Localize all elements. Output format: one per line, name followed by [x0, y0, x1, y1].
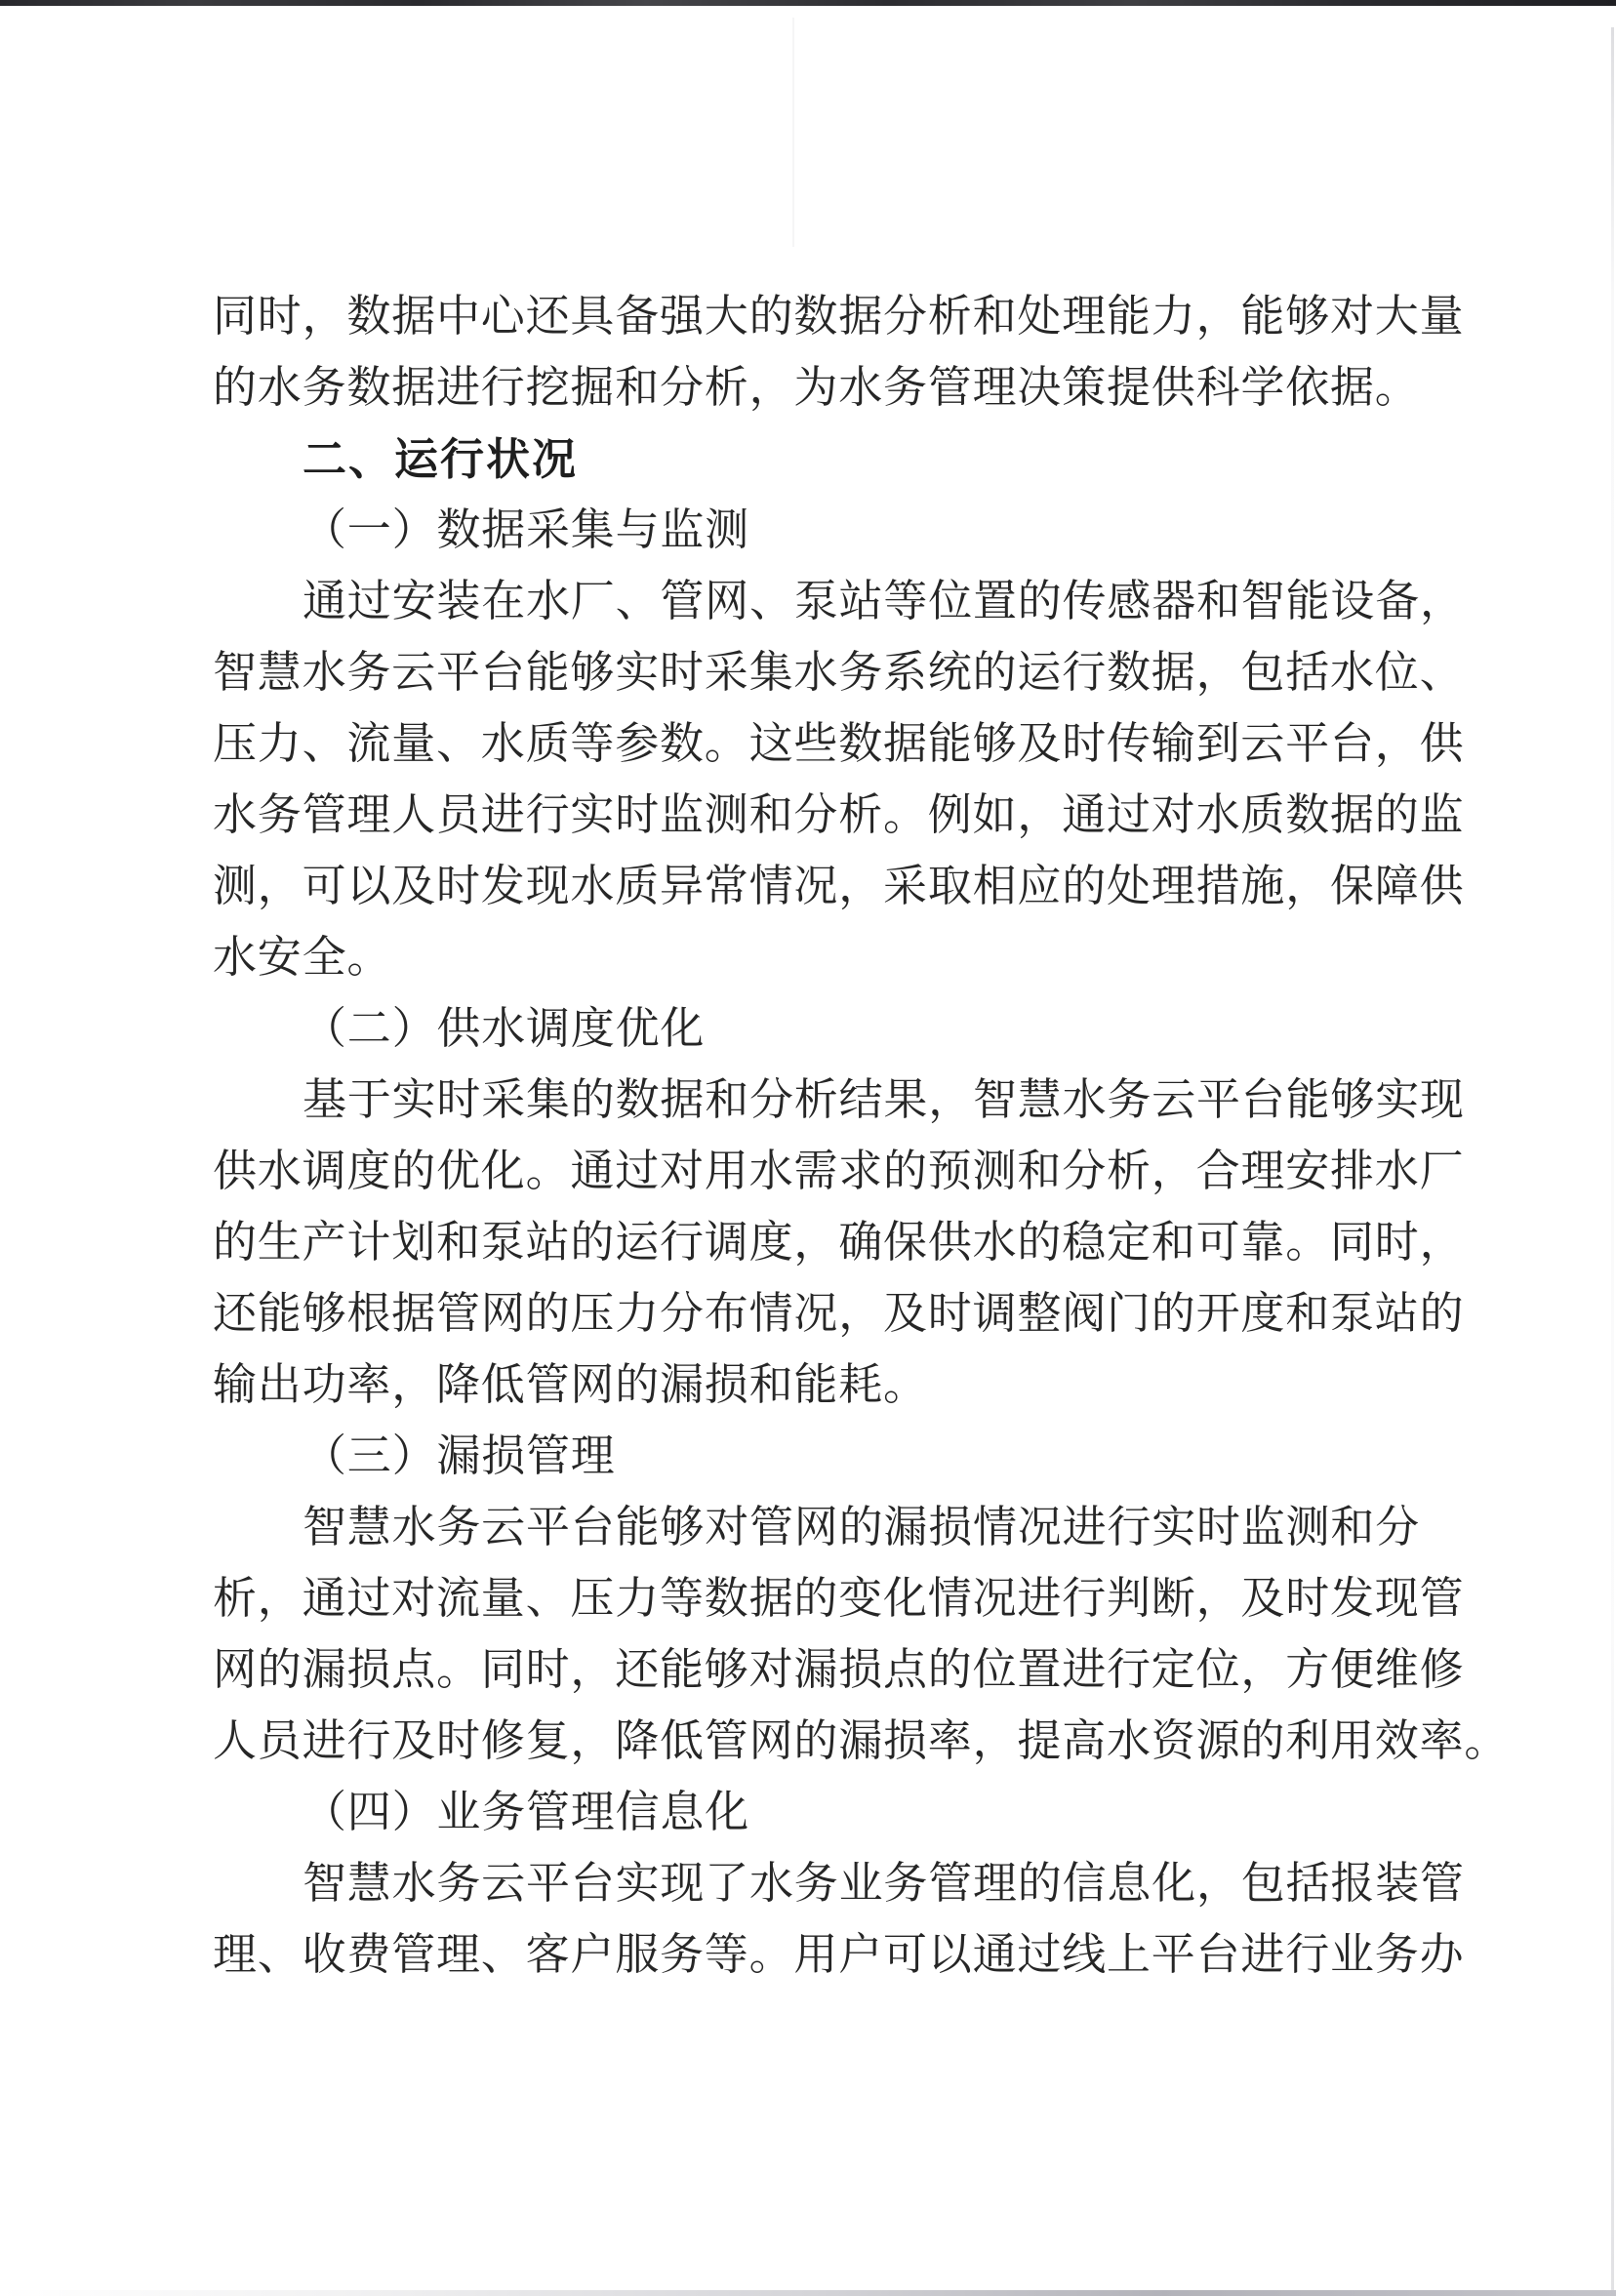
paragraph — [213, 1492, 1510, 1777]
paragraph — [213, 566, 1491, 993]
text-line: 测，可以及时发现水质异常情况，采取相应的处理措施，保障供 — [213, 862, 1465, 910]
text-line: 智慧水务云平台实现了水务业务管理的信息化，包括报装管 — [303, 1859, 1465, 1908]
sub-heading — [213, 1777, 1491, 1848]
scan-right-edge-shadow — [1611, 27, 1614, 2290]
text-line: 供水调度的优化。通过对用水需求的预测和分析，合理安排水厂 — [213, 1147, 1465, 1195]
text-line: 通过安装在水厂、管网、泵站等位置的传感器和智能设备， — [303, 577, 1465, 625]
paragraph — [213, 281, 1491, 423]
text-line: 水安全。 — [213, 933, 392, 982]
document-body — [213, 281, 1510, 1991]
text-line: 二、运行状况 — [303, 433, 579, 485]
text-line: 水务管理人员进行实时监测和分析。例如，通过对水质数据的监 — [213, 790, 1465, 839]
scan-crease-artifact — [792, 18, 794, 247]
text-line: 的生产计划和泵站的运行调度，确保供水的稳定和可靠。同时， — [213, 1218, 1465, 1267]
sub-heading — [213, 1421, 1491, 1492]
paragraph — [213, 1065, 1491, 1421]
scan-top-edge-shadow — [0, 0, 1616, 6]
text-line: 输出功率，降低管网的漏损和能耗。 — [213, 1360, 928, 1409]
text-line: 还能够根据管网的压力分布情况，及时调整阀门的开度和泵站的 — [213, 1289, 1465, 1338]
text-line: 智慧水务云平台能够对管网的漏损情况进行实时监测和分 — [303, 1503, 1421, 1551]
text-line: （一）数据采集与监测 — [303, 505, 750, 554]
text-line: （四）业务管理信息化 — [303, 1788, 750, 1836]
text-line: 理、收费管理、客户服务等。用户可以通过线上平台进行业务办 — [213, 1930, 1465, 1979]
sub-heading — [213, 495, 1491, 566]
text-line: （三）漏损管理 — [303, 1431, 616, 1480]
text-line: 智慧水务云平台能够实时采集水务系统的运行数据，包括水位、 — [213, 648, 1465, 697]
text-line: 同时，数据中心还具备强大的数据分析和处理能力，能够对大量 — [213, 292, 1465, 341]
text-line: 的水务数据进行挖掘和分析，为水务管理决策提供科学依据。 — [213, 363, 1420, 412]
text-line: 析，通过对流量、压力等数据的变化情况进行判断，及时发现管 — [213, 1574, 1465, 1623]
scan-bottom-edge-shadow — [0, 2290, 1616, 2296]
text-line: 压力、流量、水质等参数。这些数据能够及时传输到云平台，供 — [213, 719, 1465, 768]
paragraph — [213, 1848, 1491, 1991]
text-line: 人员进行及时修复，降低管网的漏损率，提高水资源的利用效率。 — [213, 1716, 1510, 1765]
section-heading — [213, 423, 1491, 495]
text-line: 基于实时采集的数据和分析结果，智慧水务云平台能够实现 — [303, 1075, 1465, 1124]
text-line: 网的漏损点。同时，还能够对漏损点的位置进行定位，方便维修 — [213, 1645, 1465, 1694]
sub-heading — [213, 993, 1491, 1065]
text-line: （二）供水调度优化 — [303, 1004, 706, 1053]
